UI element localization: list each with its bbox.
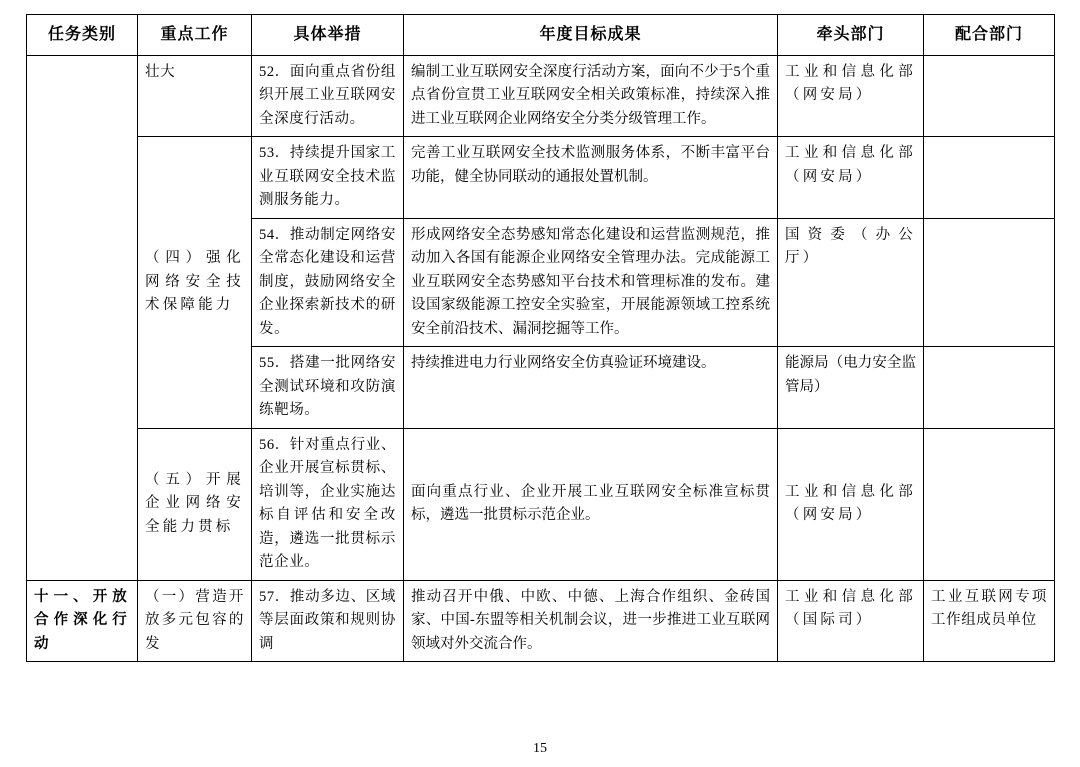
cell-goal: 面向重点行业、企业开展工业互联网安全标准宣标贯标，遴选一批贯标示范企业。 — [404, 428, 778, 580]
column-header-goal: 年度目标成果 — [404, 15, 778, 56]
column-header-support: 配合部门 — [924, 15, 1055, 56]
cell-key-work: （四）强化网络安全技术保障能力 — [138, 137, 252, 428]
cell-lead: 工业和信息化部（网安局） — [778, 55, 924, 136]
cell-support — [924, 347, 1055, 428]
cell-measure: 55．搭建一批网络安全测试环境和攻防演练靶场。 — [252, 347, 404, 428]
cell-goal: 形成网络安全态势感知常态化建设和运营监测规范，推动加入各国有能源企业网络安全管理办法。完成能源工业互联网安全态势感知平台技术和管理标准的发布。建设国家级能源工控安全实验室，开展能源领域工控系统安全前沿技术、漏洞挖掘等工作。 — [404, 218, 778, 346]
cell-support — [924, 428, 1055, 580]
page-number: 15 — [533, 741, 547, 756]
table-row — [27, 428, 1055, 580]
cell-support — [924, 218, 1055, 346]
table-row — [27, 580, 1055, 661]
column-header-measure: 具体举措 — [252, 15, 404, 56]
cell-measure: 54．推动制定网络安全常态化建设和运营制度，鼓励网络安全企业探索新技术的研发。 — [252, 218, 404, 346]
cell-category-continued — [27, 55, 138, 580]
cell-support — [924, 137, 1055, 218]
cell-goal: 推动召开中俄、中欧、中德、上海合作组织、金砖国家、中国-东盟等相关机制会议，进一步推进工业互联网领域对外交流合作。 — [404, 580, 778, 661]
table-row — [27, 137, 1055, 218]
cell-key-work: （一）营造开放多元包容的发 — [138, 580, 252, 661]
cell-support: 工业互联网专项工作组成员单位 — [924, 580, 1055, 661]
cell-lead: 工业和信息化部（网安局） — [778, 137, 924, 218]
cell-lead: 能源局（电力安全监管局） — [778, 347, 924, 428]
column-header-lead: 牵头部门 — [778, 15, 924, 56]
cell-key-work: （五）开展企业网络安全能力贯标 — [138, 428, 252, 580]
column-header-category: 任务类别 — [27, 15, 138, 56]
cell-measure: 53．持续提升国家工业互联网安全技术监测服务能力。 — [252, 137, 404, 218]
cell-lead: 工业和信息化部（网安局） — [778, 428, 924, 580]
cell-measure: 52．面向重点省份组织开展工业互联网安全深度行活动。 — [252, 55, 404, 136]
plan-table — [26, 14, 1055, 662]
column-header-key-work: 重点工作 — [138, 15, 252, 56]
cell-goal: 完善工业互联网安全技术监测服务体系，不断丰富平台功能，健全协同联动的通报处置机制。 — [404, 137, 778, 218]
cell-goal: 持续推进电力行业网络安全仿真验证环境建设。 — [404, 347, 778, 428]
cell-lead: 工业和信息化部（国际司） — [778, 580, 924, 661]
cell-support — [924, 55, 1055, 136]
cell-key-work: 壮大 — [138, 55, 252, 136]
cell-category: 十一、开放合作深化行动 — [27, 580, 138, 661]
table-header-row — [27, 15, 1055, 56]
cell-measure: 56．针对重点行业、企业开展宣标贯标、培训等，企业实施达标自评估和安全改造，遴选一批贯标示范企业。 — [252, 428, 404, 580]
cell-measure: 57．推动多边、区域等层面政策和规则协调 — [252, 580, 404, 661]
table-row — [27, 55, 1055, 136]
cell-lead: 国资委（办公厅） — [778, 218, 924, 346]
cell-goal: 编制工业互联网安全深度行活动方案，面向不少于5个重点省份宣贯工业互联网安全相关政策标准，持续深入推进工业互联网企业网络安全分类分级管理工作。 — [404, 55, 778, 136]
